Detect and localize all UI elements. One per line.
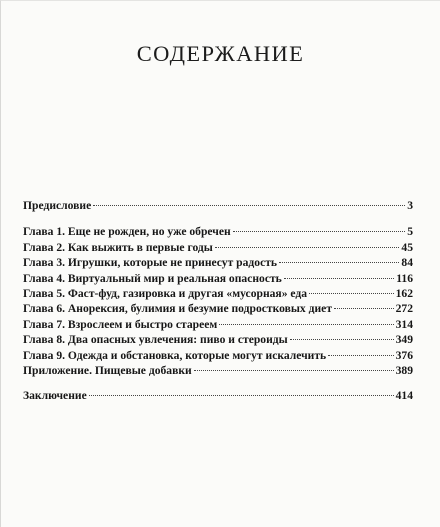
toc-entry-chapter-2: [23, 240, 413, 255]
toc-entry-page: 376: [395, 348, 413, 362]
section-gap: [23, 213, 413, 224]
toc-entry-chapter-7: [23, 317, 413, 332]
toc-entry-page: 389: [395, 363, 413, 377]
toc-entry-page: 349: [395, 333, 413, 347]
toc-entry-label: Заключение: [23, 389, 87, 403]
dot-leader: [233, 231, 406, 232]
toc-entry-label: Глава 2. Как выжить в первые годы: [23, 240, 213, 254]
toc-entry-page: 414: [395, 389, 413, 403]
toc-entry-label: Глава 7. Взрослеем и быстро стареем: [23, 317, 218, 331]
toc-entry-label: Предисловие: [23, 199, 92, 212]
toc-entry-chapter-8: [23, 332, 413, 347]
toc-entry-chapter-1: [23, 224, 413, 239]
toc-entry-chapter-5: [23, 286, 413, 301]
dot-leader: [284, 278, 394, 279]
toc-entry-label: Приложение. Пищевые добавки: [23, 363, 192, 377]
toc-entry-page: 84: [401, 256, 413, 270]
toc-entry-label: Глава 5. Фаст-фуд, газировка и другая «мусорная» еда: [23, 286, 308, 300]
table-of-contents: [23, 198, 413, 404]
toc-entry-page: 272: [395, 302, 413, 316]
dot-leader: [219, 324, 393, 325]
toc-entry-page: 45: [401, 240, 413, 254]
dot-leader: [334, 308, 394, 309]
dot-leader: [194, 370, 394, 371]
toc-entry-label: Глава 3. Игрушки, которые не принесут радость: [23, 256, 278, 270]
toc-entry-chapter-3: [23, 255, 413, 270]
toc-entry-chapter-6: [23, 301, 413, 316]
toc-entry-label: Глава 9. Одежда и обстановка, которые могут искалечить: [23, 348, 327, 362]
toc-entry-chapter-9: [23, 348, 413, 363]
toc-entry-chapter-4: [23, 271, 413, 286]
dot-leader: [215, 247, 400, 248]
toc-entry-page: 162: [395, 286, 413, 300]
dot-leader: [328, 355, 393, 356]
toc-entry-preface: [23, 198, 413, 213]
toc-entry-label: Глава 1. Еще не рожден, но уже обречен: [23, 225, 231, 239]
dot-leader: [93, 205, 405, 206]
toc-entry-appendix: [23, 363, 413, 378]
dot-leader: [309, 293, 394, 294]
toc-entry-label: Глава 4. Виртуальный мир и реальная опасность: [23, 271, 282, 285]
toc-entry-label: Глава 8. Два опасных увлечения: пиво и стероиды: [23, 333, 288, 347]
section-gap: [23, 378, 413, 388]
dot-leader: [279, 262, 399, 263]
toc-entry-page: 314: [395, 317, 413, 331]
toc-entry-page: 116: [396, 271, 413, 285]
toc-entry-label: Глава 6. Анорексия, булимия и безумие подростковых диет: [23, 302, 333, 316]
toc-entry-page: 5: [407, 225, 413, 239]
bleed-through-text: [151, 393, 311, 402]
dot-leader: [290, 339, 394, 340]
toc-entry-page: 3: [407, 199, 413, 212]
page-title: СОДЕРЖАНИЕ: [136, 41, 305, 66]
